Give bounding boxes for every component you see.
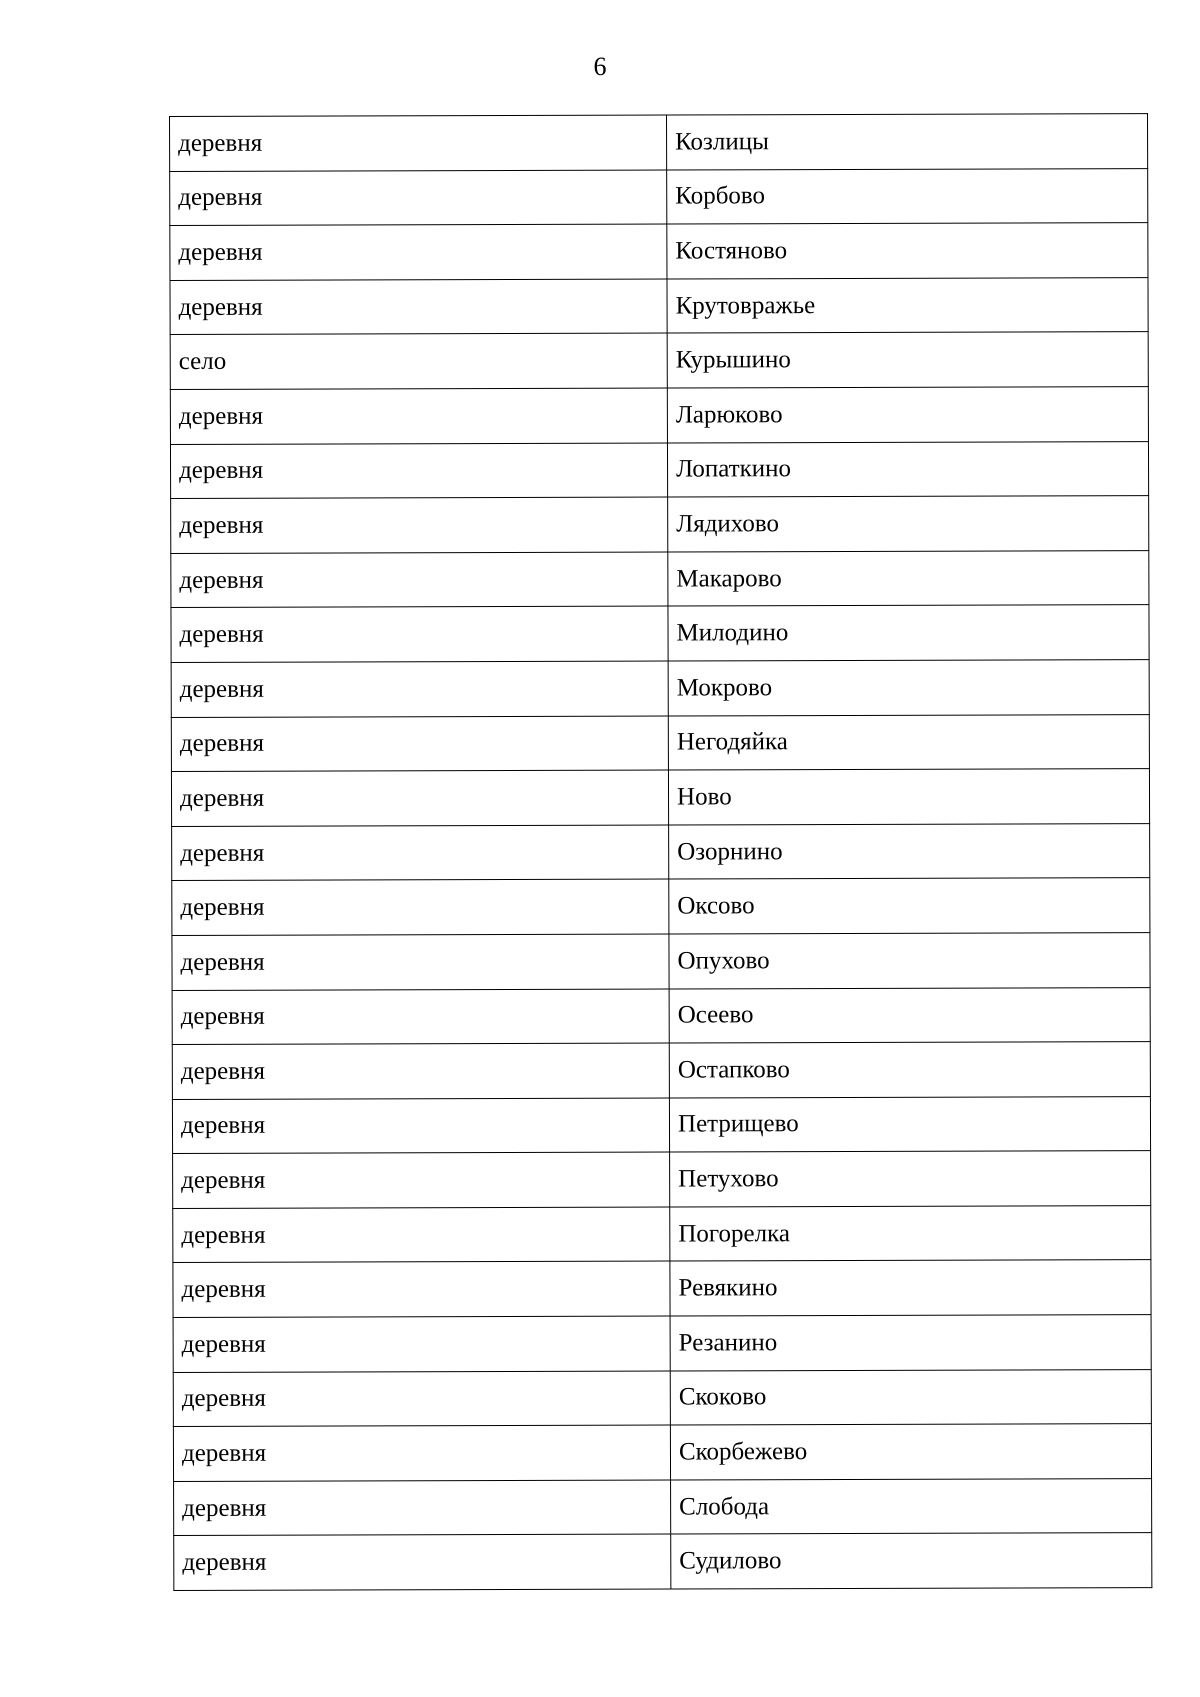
settlement-type-cell: деревня [171, 606, 668, 662]
table-row [171, 605, 1149, 662]
table-row [172, 1096, 1150, 1153]
settlement-type-cell: деревня [170, 170, 667, 226]
settlement-type-cell: деревня [171, 552, 668, 608]
settlement-type-cell: деревня [170, 443, 667, 499]
table-row [173, 1315, 1151, 1372]
settlement-type-cell: деревня [171, 770, 668, 826]
table-row [174, 1478, 1152, 1535]
table-row [173, 1260, 1151, 1317]
table-row [174, 1533, 1152, 1590]
settlement-type-cell: деревня [171, 661, 668, 717]
table-row [170, 332, 1148, 389]
table-row [173, 1424, 1151, 1481]
settlement-name-cell: Резанино [670, 1315, 1151, 1371]
settlement-type-cell: деревня [173, 1316, 670, 1372]
settlement-type-cell: деревня [172, 989, 669, 1045]
settlements-table [169, 113, 1152, 1591]
settlement-name-cell: Опухово [669, 932, 1150, 988]
settlement-type-cell: деревня [174, 1534, 671, 1590]
settlement-type-cell: деревня [170, 279, 667, 335]
settlement-name-cell: Петрищево [669, 1096, 1150, 1152]
settlement-name-cell: Крутовражье [667, 277, 1148, 333]
settlement-name-cell: Слобода [671, 1478, 1152, 1534]
settlement-type-cell: деревня [171, 497, 668, 553]
settlement-type-cell: деревня [172, 1043, 669, 1099]
settlement-name-cell: Петухово [670, 1151, 1151, 1207]
settlement-type-cell: деревня [173, 1207, 670, 1263]
table-row [172, 987, 1150, 1044]
settlement-type-cell: деревня [173, 1261, 670, 1317]
settlement-type-cell: деревня [172, 934, 669, 990]
settlement-name-cell: Лопаткино [667, 441, 1148, 497]
table-row [172, 1042, 1150, 1099]
settlement-name-cell: Милодино [668, 605, 1149, 661]
table-row [171, 660, 1149, 717]
settlement-type-cell: село [170, 333, 667, 389]
table-row [172, 823, 1150, 880]
table-row [170, 114, 1148, 171]
settlement-name-cell: Остапково [669, 1042, 1150, 1098]
page-number: 6 [593, 52, 607, 81]
settlement-name-cell: Судилово [671, 1533, 1152, 1589]
settlement-name-cell: Козлицы [666, 114, 1147, 170]
settlement-name-cell: Озорнино [669, 823, 1150, 879]
settlement-name-cell: Погорелка [670, 1205, 1151, 1261]
settlement-name-cell: Костяново [667, 223, 1148, 279]
settlement-type-cell: деревня [173, 1371, 670, 1427]
settlement-name-cell: Ларюково [667, 387, 1148, 443]
table-row [170, 277, 1148, 334]
table-row [170, 168, 1148, 225]
settlement-name-cell: Корбово [667, 168, 1148, 224]
settlement-type-cell: деревня [174, 1480, 671, 1536]
settlement-type-cell: деревня [172, 1098, 669, 1154]
settlement-type-cell: деревня [170, 388, 667, 444]
settlement-name-cell: Курышино [667, 332, 1148, 388]
settlement-type-cell: деревня [173, 1425, 670, 1481]
settlement-name-cell: Мокрово [668, 660, 1149, 716]
settlement-name-cell: Макарово [668, 550, 1149, 606]
table-row [172, 878, 1150, 935]
table-row [172, 932, 1150, 989]
settlement-type-cell: деревня [171, 716, 668, 772]
settlement-name-cell: Скорбежево [670, 1424, 1151, 1480]
settlement-name-cell: Лядихово [668, 496, 1149, 552]
table-row [171, 769, 1149, 826]
settlement-name-cell: Оксово [669, 878, 1150, 934]
table-row [171, 714, 1149, 771]
settlement-name-cell: Осеево [669, 987, 1150, 1043]
table-row [173, 1205, 1151, 1262]
table-row [173, 1151, 1151, 1208]
settlement-name-cell: Ревякино [670, 1260, 1151, 1316]
table-row [173, 1369, 1151, 1426]
settlement-name-cell: Негодяйка [668, 714, 1149, 770]
settlement-type-cell: деревня [172, 825, 669, 881]
settlement-type-cell: деревня [170, 224, 667, 280]
table-row [171, 496, 1149, 553]
settlement-type-cell: деревня [172, 879, 669, 935]
settlement-name-cell: Скоково [670, 1369, 1151, 1425]
table-row [170, 387, 1148, 444]
settlement-type-cell: деревня [170, 115, 667, 171]
table-row [170, 223, 1148, 280]
settlement-type-cell: деревня [173, 1152, 670, 1208]
settlements-table-body [170, 114, 1152, 1591]
table-row [171, 550, 1149, 607]
table-row [170, 441, 1148, 498]
settlement-name-cell: Ново [668, 769, 1149, 825]
